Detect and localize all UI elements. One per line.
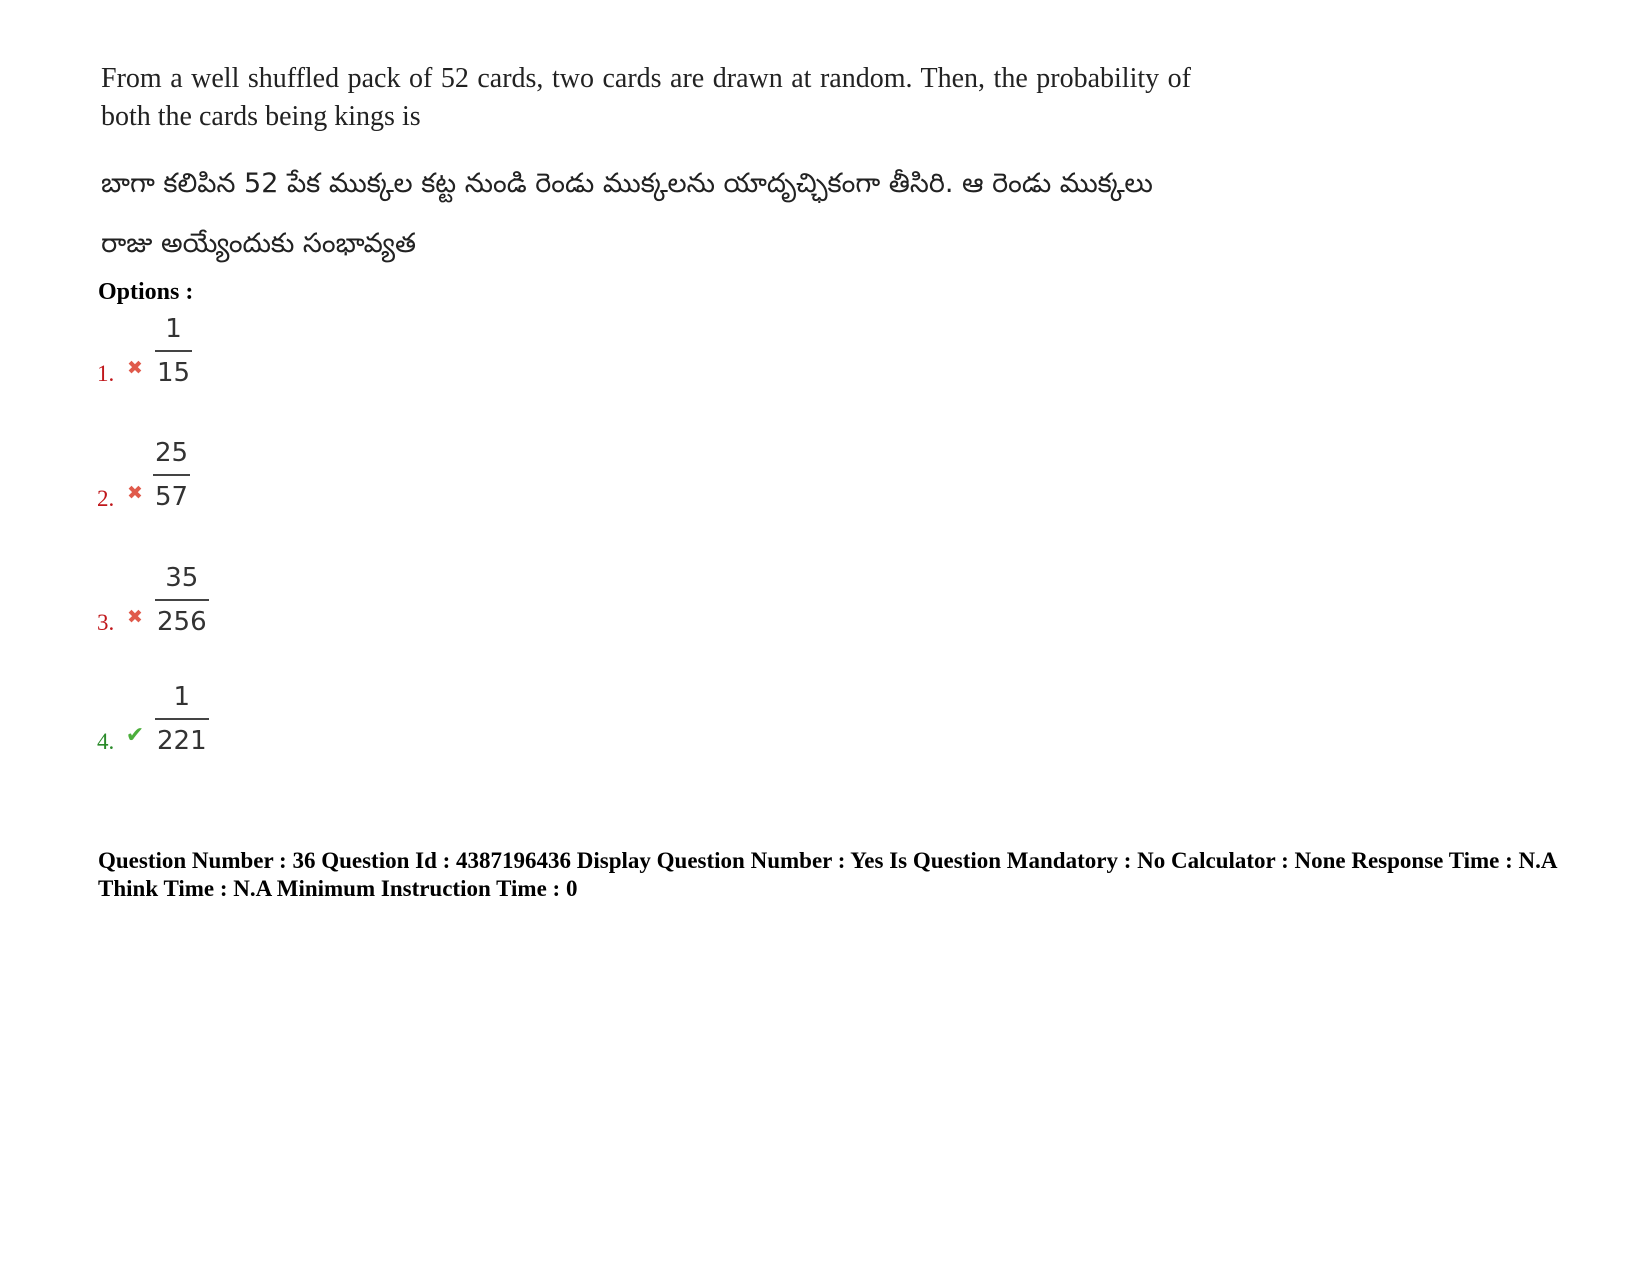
check-icon: ✔ [125,723,145,748]
option-number: 1. [97,361,115,386]
cross-icon: ✖ [127,606,143,628]
option-fraction [155,563,209,637]
options-label: Options : [98,279,194,305]
option-fraction [155,682,209,756]
option-3 [97,549,397,649]
question-text-english: From a well shuffled pack of 52 cards, two cards are drawn at random. Then, the probability of both the cards being kings is [101,63,1191,132]
option-fraction [153,438,190,512]
option-1 [97,300,397,400]
option-4 [97,668,397,768]
fraction-bar [155,350,192,352]
fraction-denominator: 15 [157,358,191,388]
fraction-numerator: 25 [155,438,189,468]
fraction-bar [155,599,209,601]
cross-icon: ✖ [127,482,143,504]
fraction-bar [153,474,190,476]
cross-icon: ✖ [127,357,143,379]
fraction-numerator: 35 [165,563,199,593]
option-number: 4. [97,729,115,754]
option-number: 3. [97,610,115,635]
fraction-denominator: 221 [157,726,207,756]
question-text-telugu: బాగా కలిపిన 52 పేక ముక్కల కట్ట నుండి రెండు ముక్కలను యాదృచ్ఛికంగా తీసిరి. ఆ రెండు ముక్కలు రాజు అయ్యేందుకు సంభావ్యత [101,168,1153,259]
fraction-denominator: 57 [155,482,189,512]
question-metadata: Question Number : 36 Question Id : 4387196436 Display Question Number : Yes Is Question Mandatory : No Calculator : None Response Time : N.A Think Time : N.A Minimum Instruction Time : 0 [98,848,1557,901]
fraction-denominator: 256 [157,607,207,637]
option-2 [97,425,397,525]
fraction-numerator: 1 [173,682,191,712]
fraction-bar [155,718,209,720]
option-fraction [155,314,192,388]
option-number: 2. [97,486,115,511]
fraction-numerator: 1 [165,314,182,344]
